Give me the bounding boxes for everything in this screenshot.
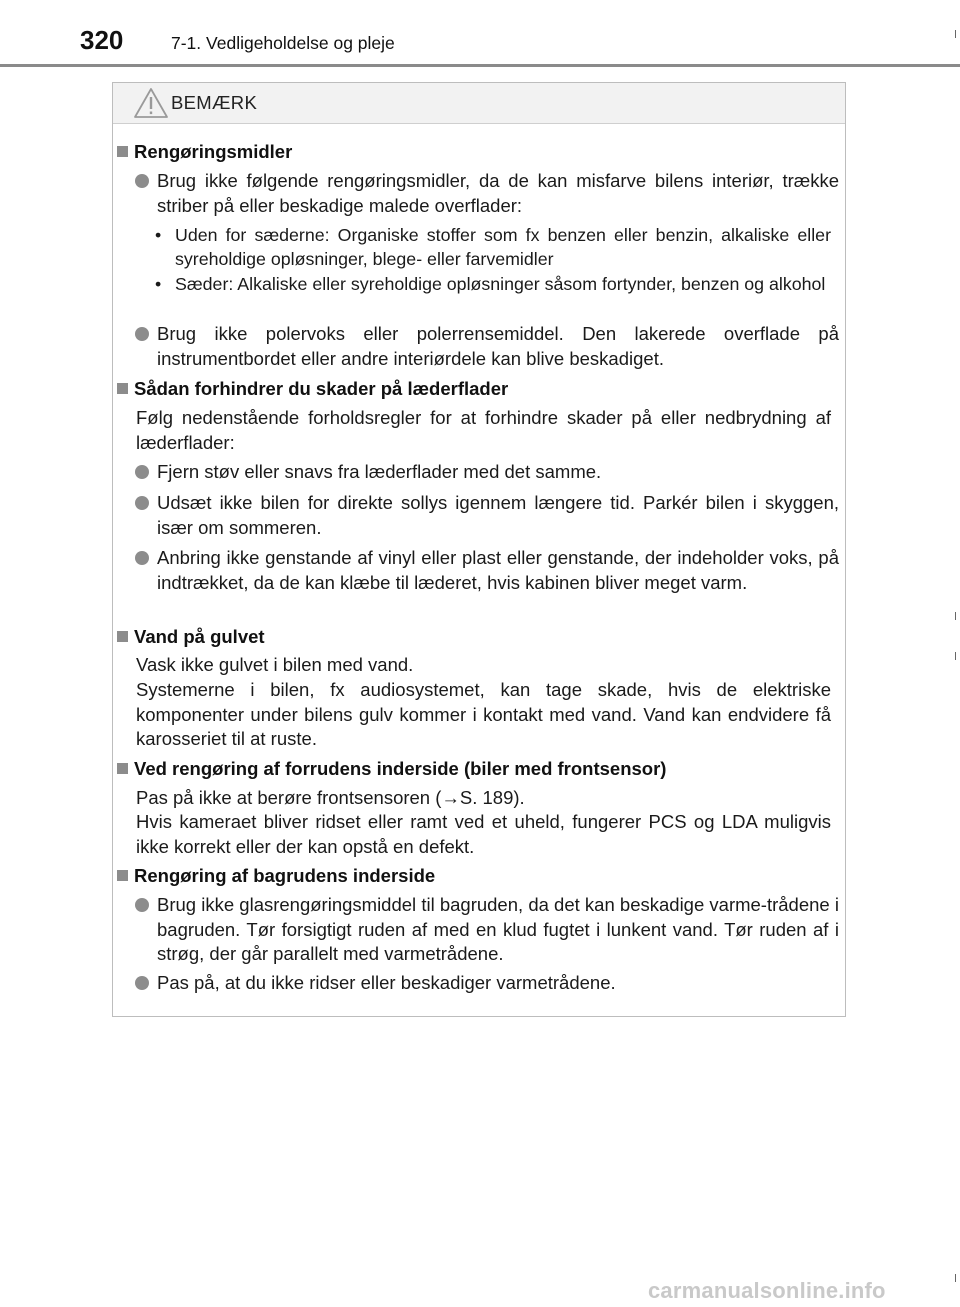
circle-bullet-icon	[135, 496, 149, 510]
heading-cleaning-agents: Rengøringsmidler	[117, 140, 292, 164]
sub-bullet-item: • Sæder: Alkaliske eller syreholdige opløsninger såsom fortynder, benzen og alkohol	[155, 274, 826, 294]
page-header	[0, 0, 960, 68]
heading-windshield: Ved rengøring af forrudens inderside (biler med frontsensor)	[117, 757, 666, 781]
watermark: carmanualsonline.info	[648, 1278, 886, 1303]
circle-bullet-icon	[135, 174, 149, 188]
square-bullet-icon	[117, 763, 128, 774]
bullet-item: Udsæt ikke bilen for direkte sollys igennem længere tid. Parkér bilen i skyggen, især om sommeren.	[135, 491, 839, 540]
notice-label: BEMÆRK	[171, 92, 258, 113]
paragraph: Pas på ikke at berøre frontsensoren (→S. 189).	[136, 787, 525, 808]
paragraph: Vask ikke gulvet i bilen med vand.	[136, 654, 414, 675]
circle-bullet-icon	[135, 898, 149, 912]
edge-tick	[955, 612, 956, 620]
heading-rear-window: Rengøring af bagrudens inderside	[117, 864, 435, 888]
page-number: 320	[80, 25, 124, 55]
bullet-item: Fjern støv eller snavs fra læderflader med det samme.	[135, 460, 839, 485]
edge-tick	[955, 1274, 956, 1282]
heading-leather: Sådan forhindrer du skader på læderflader	[117, 377, 508, 401]
bullet-item: Brug ikke polervoks eller polerrensemiddel. Den lakerede overflade på instrumentbordet eller andre interiørdele kan blive beskadiget.	[135, 322, 839, 371]
circle-bullet-icon	[135, 976, 149, 990]
edge-tick	[955, 30, 956, 38]
bullet-item: Brug ikke glasrengøringsmiddel til bagruden, da det kan beskadige varme-trådene i bagruden. Tør forsigtigt ruden af med en klud fugtet i lunkent vand. Tør ruden af i strøg, der går parallelt med varmetrådene.	[135, 893, 839, 967]
header-rule	[0, 64, 960, 67]
heading-water-floor: Vand på gulvet	[117, 625, 265, 649]
paragraph: Hvis kameraet bliver ridset eller ramt ved et uheld, fungerer PCS og LDA muligvis ikke korrekt eller der kan opstå en defekt.	[136, 811, 831, 857]
bullet-item: Brug ikke følgende rengøringsmidler, da de kan misfarve bilens interiør, trække striber på eller beskadige malede overflader:	[135, 169, 839, 218]
section-title: 7-1. Vedligeholdelse og pleje	[171, 33, 395, 53]
notice-box	[112, 82, 846, 1017]
square-bullet-icon	[117, 870, 128, 881]
paragraph: Systemerne i bilen, fx audiosystemet, kan tage skade, hvis de elektriske komponenter under bilens gulv kommer i kontakt med vand. Vand kan endvidere få karosseriet til at ruste.	[136, 679, 831, 749]
bullet-item: Pas på, at du ikke ridser eller beskadiger varmetrådene.	[135, 971, 839, 996]
circle-bullet-icon	[135, 465, 149, 479]
sub-bullet-item: • Uden for sæderne: Organiske stoffer som fx benzen eller benzin, alkaliske eller syreholdige opløsninger, blege- eller farvemidler	[155, 225, 831, 269]
warning-triangle-icon	[133, 87, 169, 119]
notice-header	[113, 83, 845, 124]
edge-tick	[955, 652, 956, 660]
square-bullet-icon	[117, 383, 128, 394]
circle-bullet-icon	[135, 327, 149, 341]
square-bullet-icon	[117, 146, 128, 157]
bullet-item: Anbring ikke genstande af vinyl eller plast eller genstande, der indeholder voks, på indtrækket, da de kan klæbe til læderet, hvis kabinen bliver meget varm.	[135, 546, 839, 595]
square-bullet-icon	[117, 631, 128, 642]
circle-bullet-icon	[135, 551, 149, 565]
paragraph: Følg nedenstående forholdsregler for at forhindre skader på eller nedbrydning af læderflader:	[136, 407, 831, 453]
